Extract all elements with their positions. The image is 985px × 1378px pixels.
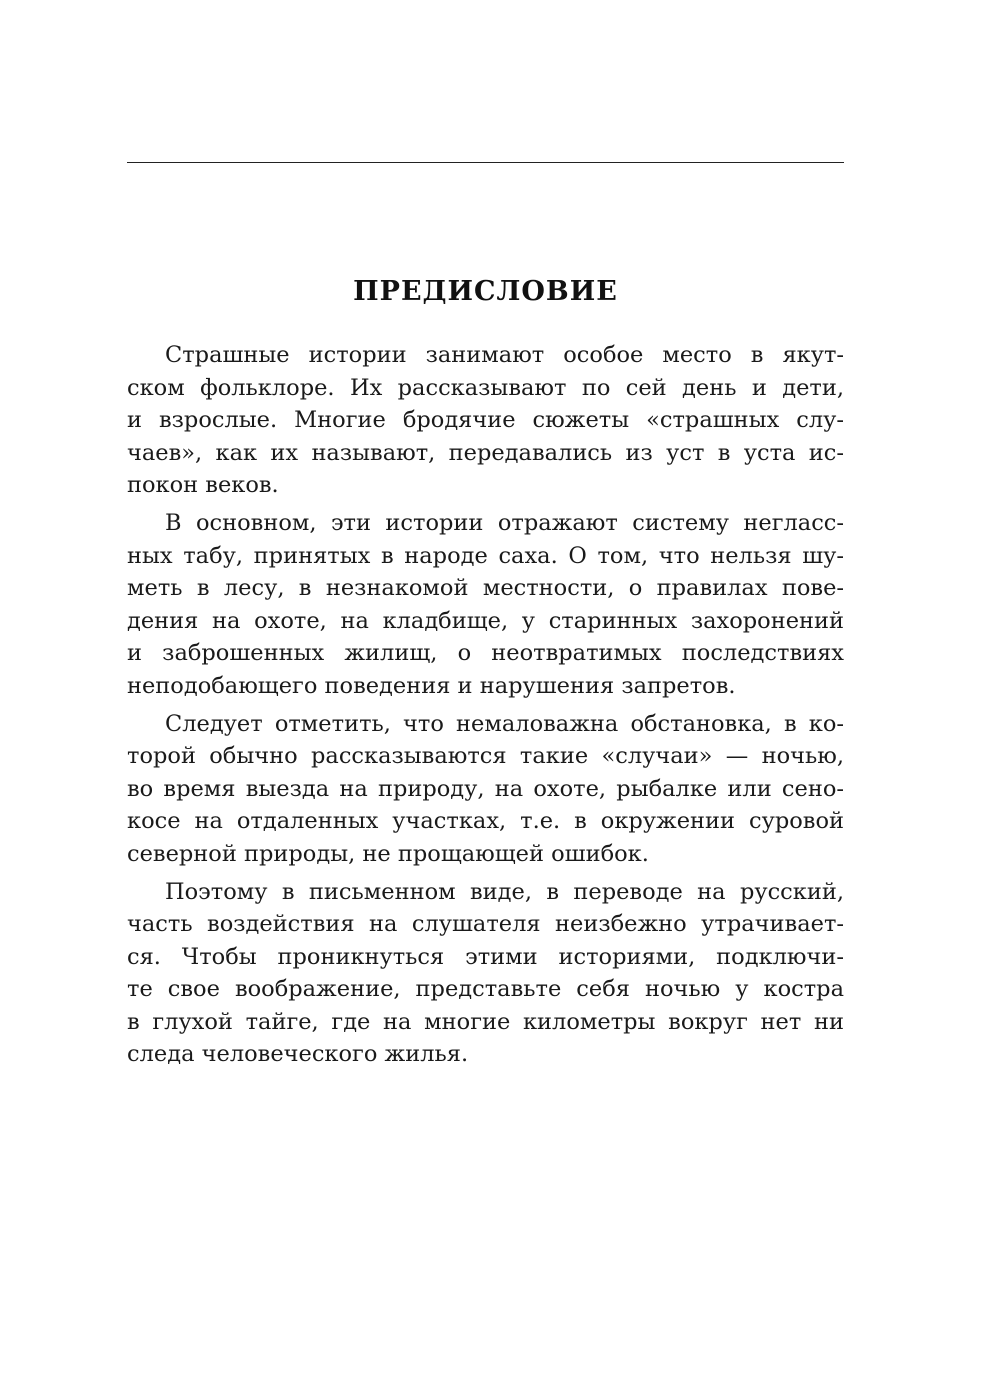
- chapter-heading: ПРЕДИСЛОВИЕ: [353, 276, 618, 307]
- paragraph-3: [127, 708, 844, 871]
- text-line: Поэтому в письменном виде, в переводе на русский,: [165, 878, 844, 905]
- paragraph-4: [127, 876, 844, 1072]
- text-line: торой обычно рассказываются такие «случаи» — ночью,: [127, 743, 844, 770]
- text-line: те свое воображение, представьте себя ночью у костра: [127, 976, 844, 1003]
- text-line: ных табу, принятых в народе саха. О том, что нельзя шу-: [127, 542, 844, 569]
- text-line: Следует отметить, что немаловажна обстановка, в ко-: [165, 710, 844, 737]
- text-line: во время выезда на природу, на охоте, рыбалке или сено-: [127, 775, 844, 802]
- text-line: покон веков.: [127, 472, 279, 499]
- text-line: Страшные истории занимают особое место в якут-: [165, 342, 844, 368]
- text-line: следа человеческого жилья.: [127, 1041, 469, 1068]
- text-line: ском фольклоре. Их рассказывают по сей день и дети,: [127, 374, 844, 401]
- text-line: чаев», как их называют, передавались из уст в уста ис-: [127, 439, 844, 466]
- text-line: северной природы, не прощающей ошибок.: [127, 840, 649, 867]
- text-line: неподобающего поведения и нарушения запретов.: [127, 672, 736, 699]
- paragraph-2: [127, 507, 844, 703]
- text-line: часть воздействия на слушателя неизбежно утрачивает-: [127, 911, 844, 938]
- text-line: и взрослые. Многие бродячие сюжеты «страшных слу-: [127, 407, 844, 434]
- text-line: дения на охоте, на кладбище, у старинных захоронений: [127, 607, 844, 634]
- text-line: в глухой тайге, где на многие километры вокруг нет ни: [127, 1008, 844, 1035]
- text-line: и заброшенных жилищ, о неотвратимых последствиях: [127, 640, 844, 667]
- preface-body: [127, 339, 844, 1076]
- paragraph-1: [127, 339, 844, 502]
- header-rule: [127, 162, 844, 163]
- text-line: косе на отдаленных участках, т.е. в окружении суровой: [127, 808, 844, 835]
- text-line: В основном, эти истории отражают систему негласс-: [165, 509, 844, 536]
- text-line: ся. Чтобы проникнуться этими историями, подключи-: [127, 943, 844, 970]
- text-line: меть в лесу, в незнакомой местности, о правилах пове-: [127, 575, 844, 602]
